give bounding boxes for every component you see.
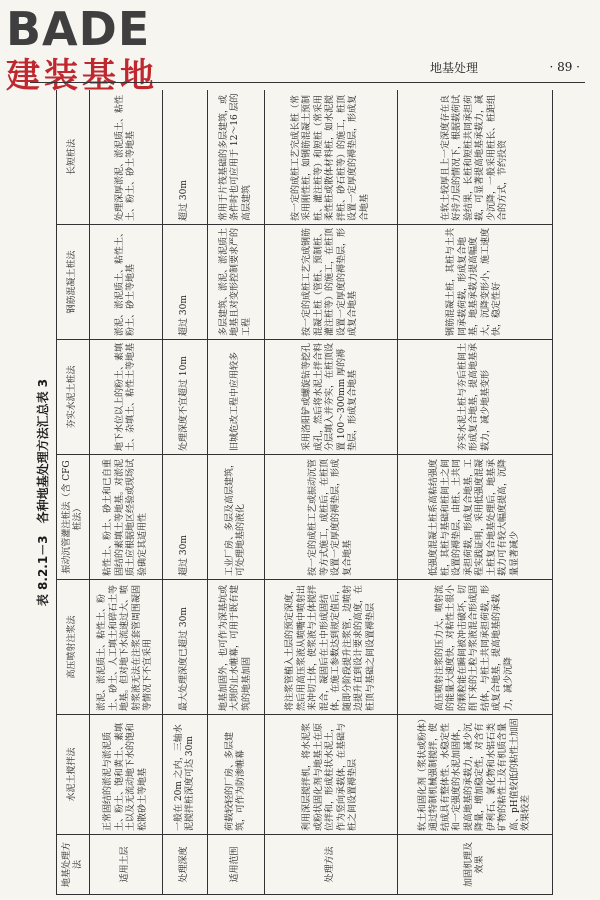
table-cell: 超过 30m [163,455,208,580]
table-cell: 按一定的成桩工艺或振动沉管等方式施工，成桩后，在桩顶设置一定厚度的褥垫层，形成复合地基 [265,455,398,580]
table-cell: 低强度混凝土桩系高粘结强度桩，其桩与基础和桩间土之间设置的褥垫层，由桩、土共同承担荷载，形成复合地基，工程实践证明，采用低强度混凝土桩复合地基处理后，地基承载力可有较大幅度提高，沉降量显著减少 [398,455,553,580]
table-cell: 工业厂房、多层及高层建筑，可处理地基的液化 [208,455,265,580]
table-cell: 一般在 20m 之内，三轴水泥搅拌桩深度可达 30m [163,715,208,835]
table-cell: 处理深度不宜超过 10m [163,340,208,455]
column-header: 水泥土搅拌法 [57,715,90,835]
table-cell: 多层建筑、淤泥、淤泥质土地基且对变形控制要求严的工程 [208,225,265,340]
rotated-page-body [30,90,580,895]
method-summary-table [56,90,553,895]
header-divider [30,82,585,83]
table-cell: 最大处理深度已超过 30m [163,580,208,715]
column-header: 高压喷射注浆法 [57,580,90,715]
table-cell: 处理深厚淤泥、淤泥质土、粘性土、粉土、砂土等地基 [90,90,163,225]
table-cell: 高压喷射注浆的压力大，喷射流的能量大速度快，对粘性土很小的颗粒能在瞬间被冲击破坏，切削下来的土粒与浆液混合形成固结体，与桩土共同承担荷载，形成复合地基，提高地基的承载力，减少沉降 [398,580,553,715]
row-label: 适用土层 [90,835,163,895]
table-cell: 地下水位以上的粉土、素填土、杂填土、粘性土等地基 [90,340,163,455]
table-cell: 地基加固外，也可作为深基坑或大坝的止水帷幕，可用于既有建筑的地基加固 [208,580,265,715]
column-header: 振动沉管灌注桩法（含 CFG 桩法） [57,455,90,580]
table-cell: 采用洛阳铲或螺旋钻等挖孔成孔，然后将水泥土拌合料分层填入并夯实，在桩顶设置 100～300mm 厚的褥垫层，形成复合地基 [265,340,398,455]
table-cell: 钢筋混凝土桩，其桩与土共同承载荷载，形成复合地基，地基承载力提高幅度大，沉降变形小，施工速度快，稳定性好 [398,225,553,340]
logo-text-en: BADE [6,2,151,56]
table-cell: 按一定的成桩工艺完成钢筋混凝土桩（管桩、预制桩、灌注桩等）的施工，在桩顶设置一定厚度的褥垫层，形成复合地基 [265,225,398,340]
column-header: 钢筋混凝土桩法 [57,225,90,340]
table-cell: 将注浆管植入土层的预定深度，然后用高压浆液从喷嘴中喷射出来冲切土体，使浆液与土体搅拌混合，凝固后在土中形成固结体，在施工参数达到规定值后，随即分阶段提升注浆管，边喷射边提升直到设计要求的高度，在桩顶与基础之间设置褥垫层 [265,580,398,715]
table-cell: 淤泥、淤泥质土、粘性土、粉土、砂土等地基 [90,225,163,340]
table-row [398,90,553,895]
table-cell: 超过 30m [163,90,208,225]
row-label: 加固机理及效果 [398,835,553,895]
table-header-row [57,90,90,895]
page-header [430,58,580,76]
table-cell: 旧城危改工程中应用较多 [208,340,265,455]
column-header: 长短桩法 [57,90,90,225]
table-cell: 粘性土、粉土、砂土和已自重固结的素填土等地基。对淤泥质土应根据地区经验或现场试验确定其适用性 [90,455,163,580]
table-row [265,90,398,895]
table-cell: 正常固结的淤泥与淤泥质土、粉土、饱和黄土、素填土以及无流动地下水的饱和松散砂土等地基 [90,715,163,835]
table-cell: 在软土较厚且上一定深度存在良好持力层的情况下，根据载荷试验结果，长桩和短桩共同承担荷载，可显著提高地基承载力，减少沉降，一般采用桩长、桩距组合的方式，节约投资 [398,90,553,225]
column-header: 地基处理方法 [57,835,90,895]
table-cell: 淤泥、淤泥质土、粘性土、粉土、砂土、人工填土和碎石土等地基。但对地下水流速过大、喷射浆液无法在注浆套管周围凝固等情况下不宜采用 [90,580,163,715]
table-row [163,90,208,895]
table-cell: 软土和固化剂（浆状或粉体）通过特制机械强制搅拌，使结成具有整体性、水稳定性和一定强度的水泥加固体，提高地基的承载力，减少沉降量，增加稳定性，对含有伊利石、氯化物和水铝石类矿物的粘性土及有机质含量高、pH值较低的粘性土加固效果较差 [398,715,553,835]
table-row [90,90,163,895]
section-title: 地基处理 [430,60,479,75]
page-number: · 89 · [549,60,580,74]
table-cell: 利用深层搅拌机，将水泥浆或粉状固化剂与地基土在原位拌和，形成柱状水泥土，作为竖向承载体，在基础与桩之间设置褥垫层 [265,715,398,835]
rotated-content [30,90,580,895]
row-label: 处理方法 [265,835,398,895]
row-label: 处理深度 [163,835,208,895]
logo-text-cn: 建装基地 [6,56,158,96]
column-header: 夯实水泥土桩法 [57,340,90,455]
table-cell: 按一定的成桩工艺完成长桩（常采用刚性桩，如钢筋混凝土预制桩、灌注桩等）和短桩（常采用柔性桩或散体材料桩，如水泥搅拌桩、砂石桩等）的施工，桩顶设置一定厚度的褥垫层，形成复合地基 [265,90,398,225]
table-title: 表 8.2.1－3 各种地基处理方法汇总表 3 [36,378,50,607]
table-row [208,90,265,895]
table-cell: 超过 30m [163,225,208,340]
table-cell: 常用于片筏基础的多层建筑，或条件时也可应用于 12～16 层的高层建筑 [208,90,265,225]
table-cell: 荷载较轻的厂房、多层建筑，可作为防渗帷幕 [208,715,265,835]
row-label: 适用范围 [208,835,265,895]
table-cell: 夯实水泥土桩与夯后桩间土形成复合地基，提高地基承载力，减少地基变形 [398,340,553,455]
